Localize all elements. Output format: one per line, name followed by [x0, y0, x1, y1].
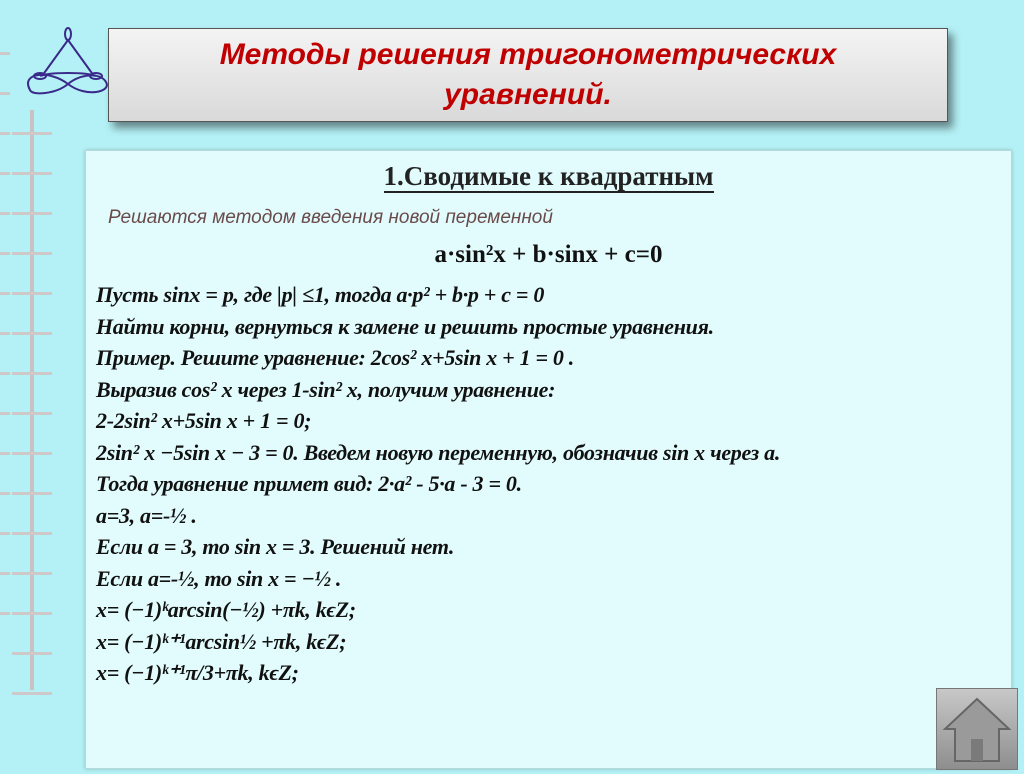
ladder-rung — [12, 252, 52, 255]
ladder-rung — [12, 292, 52, 295]
solution-line: x= (−1)ᵏ⁺¹π/3+πk, kϵZ; — [96, 660, 299, 685]
ladder-rung — [12, 532, 52, 535]
ladder-tick — [0, 412, 10, 415]
general-formula: a·sin²x + b·sinx + c=0 — [434, 241, 663, 268]
ladder-rung — [12, 132, 52, 135]
solution-line: Пусть sinx = p, где |p| ≤1, тогда a·p² + b·p + c = 0 — [96, 282, 545, 307]
ladder-tick — [0, 492, 10, 495]
solution-lines — [96, 279, 1001, 689]
ladder-rung — [12, 652, 52, 655]
ladder-tick — [0, 572, 10, 575]
ladder-tick — [0, 372, 10, 375]
solution-line: x= (−1)ᵏarcsin(−½) +πk, kϵZ; — [96, 597, 356, 622]
content-panel — [85, 150, 1012, 769]
solution-line: x= (−1)ᵏ⁺¹arcsin½ +πk, kϵZ; — [96, 628, 347, 654]
decorative-ladder — [30, 110, 34, 690]
ladder-rung — [12, 172, 52, 175]
solution-line: 2sin² x −5sin x − 3 = 0. Введем новую переменную, обозначив sin x через а. — [96, 439, 781, 465]
ladder-tick — [0, 172, 10, 175]
solution-line: Если a = 3, то sin x = 3. Решений нет. — [96, 534, 455, 559]
ladder-tick — [0, 292, 10, 295]
ladder-rung — [12, 412, 52, 415]
solution-line: a=3, a=-½ . — [96, 502, 197, 528]
ladder-tick — [0, 332, 10, 335]
ladder-tick — [0, 92, 10, 95]
slide-title: Методы решения тригонометрических уравнений. — [219, 38, 837, 111]
ladder-tick — [0, 612, 10, 615]
home-icon — [937, 689, 1017, 769]
ladder-rung — [12, 572, 52, 575]
ladder-tick — [0, 252, 10, 255]
title-box — [108, 28, 948, 122]
ladder-rung — [12, 332, 52, 335]
section-subtitle: Решаются методом введения новой переменной — [108, 207, 553, 228]
ladder-tick — [0, 532, 10, 535]
ladder-rung — [12, 372, 52, 375]
ladder-rung — [12, 492, 52, 495]
ladder-rung — [12, 212, 52, 215]
ladder-rung — [12, 612, 52, 615]
solution-line: 2-2sin² x+5sin x + 1 = 0; — [96, 408, 312, 433]
solution-line: Пример. Решите уравнение: 2cos² x+5sin x + 1 = 0 . — [96, 345, 575, 370]
ladder-tick — [0, 212, 10, 215]
solution-line: Тогда уравнение примет вид: 2·a² - 5·a - 3 = 0. — [96, 471, 522, 496]
solution-line: Найти корни, вернуться к замене и решить простые уравнения. — [96, 313, 714, 339]
ladder-tick — [0, 52, 10, 55]
solution-line: Если a=-½, то sin x = −½ . — [96, 565, 342, 591]
section-heading: 1.Сводимые к квадратным — [383, 161, 714, 191]
ladder-tick — [0, 452, 10, 455]
solution-line: Выразив cos² x через 1-sin² x, получим уравнение: — [96, 376, 556, 402]
home-button[interactable] — [936, 688, 1018, 770]
ladder-rung — [12, 692, 52, 695]
ornament-logo-icon — [10, 12, 110, 107]
ladder-rung — [12, 452, 52, 455]
ladder-tick — [0, 132, 10, 135]
